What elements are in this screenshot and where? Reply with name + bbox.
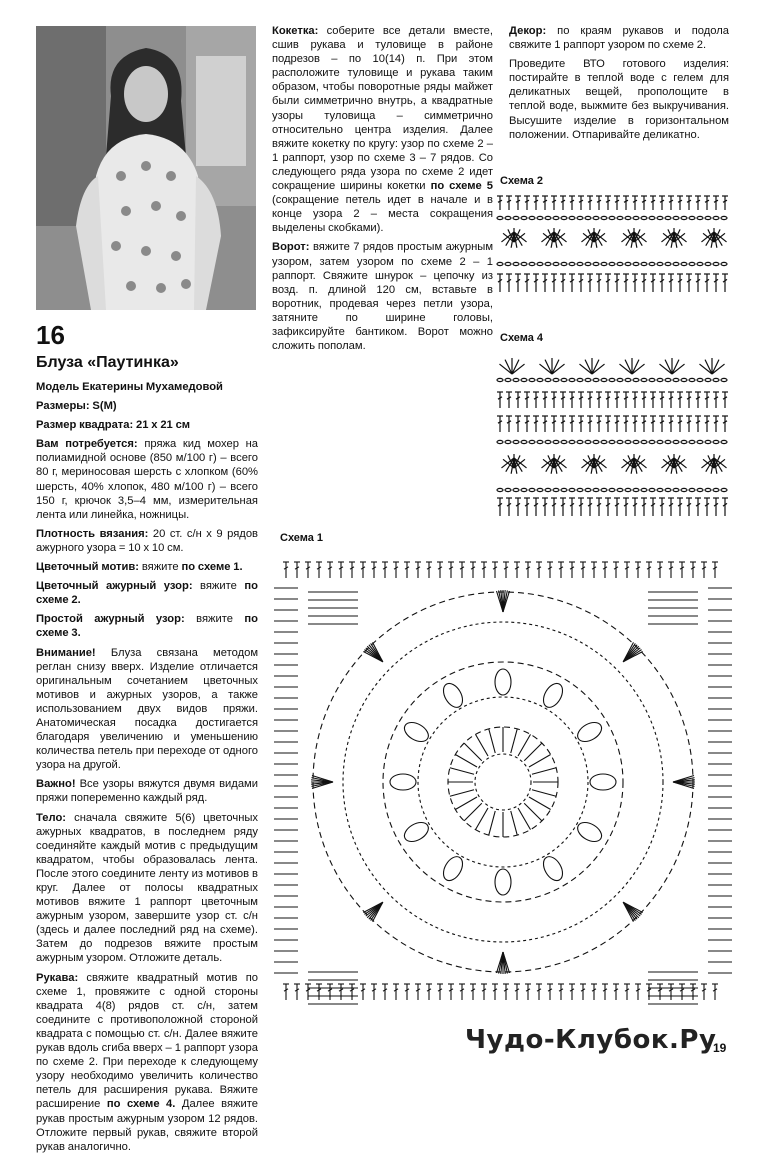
materials-text: пряжа кид мохер на полиамидной основе (850 м/100 г) – всего 80 г, мериносовая шерсть с хлопком (60% шерсть, 40% хлопок, 480 м/100 г) – всего 150 г, крючок 3,5–4 мм, измерительная лента или линейка, ножницы. (36, 438, 258, 521)
motif-ref: по схеме 1. (181, 561, 243, 574)
vto-text: Проведите ВТО готового изделия: постирайте в теплой воде с гелем для деликатных вещей, прополощите в теплой воде, выжмите без выкручивания. Высушите изделие в горизонтальном положении. Отпаривайте деликатно. (509, 58, 729, 141)
schema-2-label: Схема 2 (500, 175, 544, 187)
attention-label: Внимание! (36, 646, 96, 659)
yoke-text: соберите все детали вместе, сшив рукава и туловище в районе подрезов – по 10(14) п. При этом расположите туловище и рукава таким образом, чтобы поворотные ряды майжет были симметрично внутрь, а квадратные узоры туловища – симметрично относительно центра изделия. Далее вяжите кокетку по кругу: узор по схеме 2 – 1 раппорт, узор по схеме 3 – 7 рядов. Со следующего ряда узора по схеме 2 идет сокращение ширины кокетки (272, 25, 493, 193)
size-value: S(M) (92, 400, 117, 413)
openwork-ref: по схеме 2. (36, 580, 258, 607)
schema-4-label: Схема 4 (500, 332, 544, 344)
openwork-text: вяжите (200, 580, 237, 593)
sleeves-ref: по схеме 4. (106, 1098, 176, 1111)
openwork-label: Цветочный ажурный узор: (36, 580, 193, 593)
schema-2-diagram (494, 192, 732, 302)
yoke-label: Кокетка: (272, 25, 319, 37)
simple-text: вяжите (196, 613, 233, 626)
yoke-text-2: (сокращение петель идет в начале и в конце узора 2 – места сокращения выделены скобками). (272, 194, 493, 235)
yoke-ref: по схеме 5 (430, 180, 493, 193)
sleeves-text-2: Далее вяжите рукав простым ажурным узором 12 рядов. Отложите первый рукав, свяжите второй рукав аналогично. (36, 1098, 258, 1153)
decor-label: Декор: (509, 25, 547, 37)
collar-text: вяжите 7 рядов простым ажурным узором, затем узором по схеме 2 – 1 раппорт. Свяжите шнурок – цепочку из возд. п. длиной 120 см, вставьте в воротник, продевая через петли узора, затяните по ширине головы, зафиксируйте бантиком. Ворот можно сложить пополам. (272, 241, 494, 353)
square-label: Размер квадрата: (36, 419, 134, 432)
density-label: Плотность вязания: (36, 527, 149, 540)
important-label: Важно! (36, 778, 76, 791)
column-3 (509, 24, 729, 147)
density-text: 20 ст. с/н х 9 рядов ажурного узора = 10 х 10 см. (36, 527, 258, 554)
body-label: Тело: (36, 811, 67, 824)
schema-4-diagram (494, 350, 732, 520)
decor-text: по краям рукавов и подола свяжите 1 раппорт узором по схеме 2. (509, 25, 729, 52)
model-author: Модель Екатерины Мухамедовой (36, 381, 223, 393)
collar-label: Ворот: (272, 241, 310, 254)
size-label: Размеры: (36, 400, 90, 413)
page-number: 19 (713, 1041, 727, 1055)
pattern-number: 16 (36, 320, 65, 350)
body-text: сначала свяжите 5(6) цветочных ажурных квадратов, в последнем ряду соединяйте каждый мотив с предыдущим квадратом, чтобы образовалась лента. После этого соедините ленту из мотивов в круг. Далее от полосы квадратных мотивов вяжите 1 раппорт цветочным ажурным узором, завершите узор ст. с/н (здесь и далее последний ряд на схеме). Затем до подрезов вяжите простым ажурным узором. Отложите деталь. (36, 811, 259, 965)
important-text: Все узоры вяжутся двумя видами пряжи попеременно каждый ряд. (36, 778, 259, 805)
sleeves-text: свяжите квадратный мотив по схеме 1, провяжите с одной стороны квадрата 4(8) рядов ст. с/н, затем соедините с противоположной стороной квадрата с помощью ст. с/н. Далее вяжите рукав вдоль сгиба вверх – 1 раппорт узора по схеме 2. При переходе к следующему узору необходимо увеличить количество петель для расширения рукава. Вяжите расширение (36, 971, 258, 1111)
square-value: 21 х 21 см (136, 419, 191, 432)
motif-label: Цветочный мотив: (36, 561, 139, 574)
materials-label: Вам потребуется: (36, 438, 138, 451)
model-photo-image (36, 26, 256, 310)
schema-1-label: Схема 1 (280, 532, 324, 544)
column-2 (272, 24, 493, 358)
schema-1-diagram (268, 552, 738, 1012)
pattern-title: Блуза «Паутинка» (36, 354, 179, 371)
attention-text: Блуза связана методом реглан снизу вверх. Изделие отличается оригинальным сочетанием цветочных мотивов и ажурных узоров, а также использованием двух видов пряжи. Анатомическая посадка достигается благодаря увеличению и уменьшению количества петель при переходе от одного узора на другой. (36, 646, 259, 772)
watermark: Чудо-Клубок.Ру (465, 1025, 717, 1055)
simple-label: Простой ажурный узор: (36, 613, 185, 626)
simple-ref: по схеме 3. (36, 613, 258, 640)
motif-text: вяжите (141, 561, 179, 574)
column-1 (36, 380, 258, 1159)
sleeves-label: Рукава: (36, 971, 79, 984)
model-photo (36, 26, 256, 310)
